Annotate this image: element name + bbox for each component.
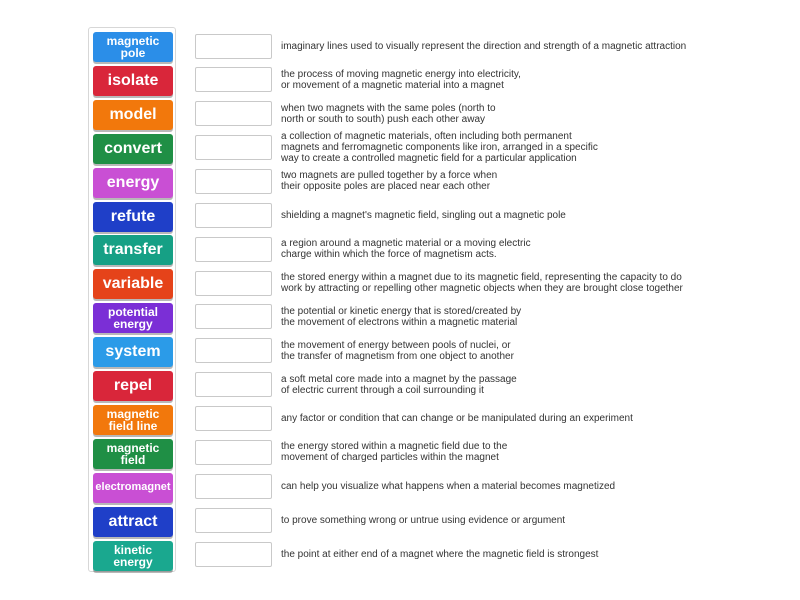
term-tile[interactable] (93, 541, 173, 571)
drop-slot[interactable] (195, 406, 272, 431)
term-tile-label: variable (102, 275, 164, 293)
definition-label: a soft metal core made into a magnet by the passage of electric current through a coil surrounding it (281, 373, 517, 396)
term-tile[interactable] (93, 32, 173, 62)
definition-label: when two magnets with the same poles (north to north or south to south) push each other away (281, 102, 496, 125)
drop-slot[interactable] (195, 304, 272, 329)
drop-slot[interactable] (195, 101, 272, 126)
definition-text (281, 334, 781, 368)
term-tile-label: magnetic pole (106, 34, 160, 60)
definition-text (281, 198, 781, 232)
term-tile-label: refute (110, 207, 156, 225)
definition-label: two magnets are pulled together by a force when their opposite poles are placed near each other (281, 170, 498, 193)
definition-text (281, 97, 781, 131)
drop-slot[interactable] (195, 440, 272, 465)
drop-slot[interactable] (195, 542, 272, 567)
term-tile-label: attract (108, 512, 158, 530)
definition-label: imaginary lines used to visually represent the direction and strength of a magnetic attraction (281, 40, 687, 52)
definition-label: shielding a magnet's magnetic field, singling out a magnetic pole (281, 209, 566, 221)
drop-slot[interactable] (195, 237, 272, 262)
definition-label: the point at either end of a magnet where the magnetic field is strongest (281, 548, 599, 560)
definition-text (281, 164, 781, 198)
term-tile[interactable] (93, 337, 173, 367)
term-tile[interactable] (93, 507, 173, 537)
definition-text (281, 368, 781, 402)
term-tile[interactable] (93, 303, 173, 333)
term-tile[interactable] (93, 235, 173, 265)
drop-slot[interactable] (195, 203, 272, 228)
term-tile[interactable] (93, 202, 173, 232)
term-tile-label: system (105, 343, 161, 361)
drop-slot[interactable] (195, 67, 272, 92)
term-tile[interactable] (93, 100, 173, 130)
drop-slot[interactable] (195, 169, 272, 194)
drop-slot[interactable] (195, 135, 272, 160)
term-tile-label: transfer (103, 241, 163, 259)
term-tile-label: isolate (107, 71, 159, 89)
term-tile[interactable] (93, 371, 173, 401)
term-tile[interactable] (93, 134, 173, 164)
definition-label: the movement of energy between pools of nuclei, or the transfer of magnetism from one object to another (281, 339, 514, 362)
definition-label: any factor or condition that can change or be manipulated during an experiment (281, 413, 633, 425)
term-tile-label: repel (113, 377, 153, 394)
term-tile-label: energy (106, 173, 160, 191)
definition-text (281, 402, 781, 436)
definition-text (281, 266, 781, 300)
term-tile-label: magnetic field line (106, 406, 160, 433)
term-tile-label: convert (104, 139, 162, 157)
term-tile[interactable] (93, 405, 173, 435)
term-tile[interactable] (93, 168, 173, 198)
definition-text (281, 300, 781, 334)
term-tile[interactable] (93, 439, 173, 469)
definition-label: the potential or kinetic energy that is stored/created by the movement of electrons within a magnetic material (281, 305, 522, 328)
term-tile-label: magnetic field (106, 440, 160, 467)
term-tile[interactable] (93, 473, 173, 503)
term-tile-label: potential energy (108, 305, 158, 332)
term-tile-label: kinetic energy (113, 542, 153, 569)
definition-label: to prove something wrong or untrue using evidence or argument (281, 514, 566, 526)
term-tile[interactable] (93, 66, 173, 96)
term-tile[interactable] (93, 269, 173, 299)
definition-label: the energy stored within a magnetic field due to the movement of charged particles within the magnet (281, 441, 508, 464)
definition-text (281, 63, 781, 97)
tiles-panel (88, 27, 176, 572)
definition-text (281, 232, 781, 266)
definition-label: can help you visualize what happens when a material becomes magnetized (281, 480, 616, 492)
definition-label: the process of moving magnetic energy into electricity, or movement of a magnetic material into a magnet (281, 68, 521, 91)
definition-text (281, 29, 781, 63)
drop-slot[interactable] (195, 34, 272, 59)
definition-label: the stored energy within a magnet due to its magnetic field, representing the capacity to do work by attracting or repelling other magnetic objects when they are brought close together (281, 272, 683, 295)
definition-text (281, 503, 781, 537)
drop-slot[interactable] (195, 271, 272, 296)
definition-text (281, 537, 781, 571)
term-tile-label: model (109, 105, 157, 123)
drop-slot[interactable] (195, 372, 272, 397)
drop-slot[interactable] (195, 474, 272, 499)
definition-text (281, 469, 781, 503)
drop-slot[interactable] (195, 508, 272, 533)
term-tile-label: electromagnet (95, 481, 171, 494)
drop-slot[interactable] (195, 338, 272, 363)
definition-label: a collection of magnetic materials, often including both permanent magnets and ferromagnetic components like iron, arranged in a specific way to create a controlled magnetic field for a particular application (281, 131, 598, 165)
definition-label: a region around a magnetic material or a moving electric charge within which the force of magnetism acts. (281, 238, 531, 261)
definition-text (281, 435, 781, 469)
definition-text (281, 131, 781, 165)
